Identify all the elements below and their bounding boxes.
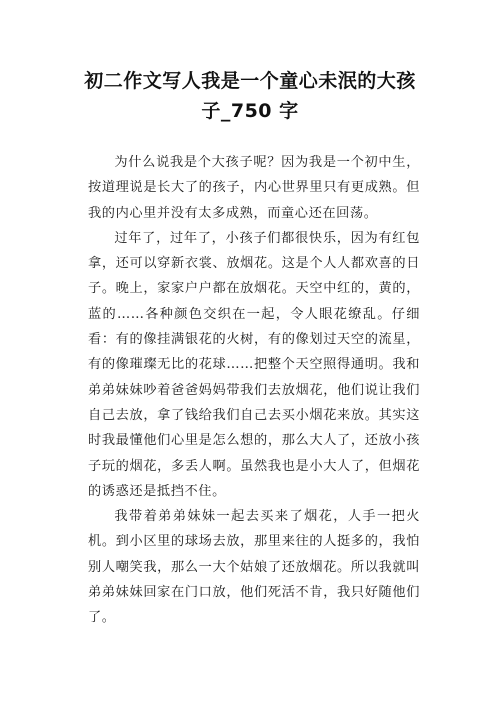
paragraph-3: 我带着弟弟妹妹一起去买来了烟花，人手一把火机。到小区里的球场去放，那里来往的人挺多的，我怕别人嘲笑我，那么一大个姑娘了还放烟花。所以我就叫弟弟妹妹回家在门口放，他们死活不肯，我只好随他们了。 bbox=[88, 509, 420, 626]
document-title-line-2: 子_750 字 bbox=[201, 100, 299, 122]
essay-body bbox=[88, 150, 420, 631]
paragraph-1: 为什么说我是个大孩子呢？因为我是一个初中生，按道理说是长大了的孩子，内心世界里只有更成熟。但我的内心里并没有太多成熟，而童心还在回荡。 bbox=[88, 155, 420, 221]
document-title-line-1: 初二作文写人我是一个童心未泯的大孩 bbox=[84, 70, 416, 92]
paragraph-2: 过年了，过年了，小孩子们都很快乐，因为有红包拿，还可以穿新衣裳、放烟花。这是个人人都欢喜的日子。晚上，家家户户都在放烟花。天空中红的，黄的，蓝的……各种颜色交织在一起，令人眼花缭乱。仔细看：有的像挂满银花的火树，有的像划过天空的流星，有的像璀璨无比的花球……把整个天空照得通明。我和弟弟妹妹吵着爸爸妈妈带我们去放烟花，他们说让我们自己去放，拿了钱给我们自己去买小烟花来放。其实这时我最懂他们心里是怎么想的，那么大人了，还放小孩子玩的烟花，多丢人啊。虽然我也是小大人了，但烟花的诱惑还是抵挡不住。 bbox=[88, 230, 420, 499]
